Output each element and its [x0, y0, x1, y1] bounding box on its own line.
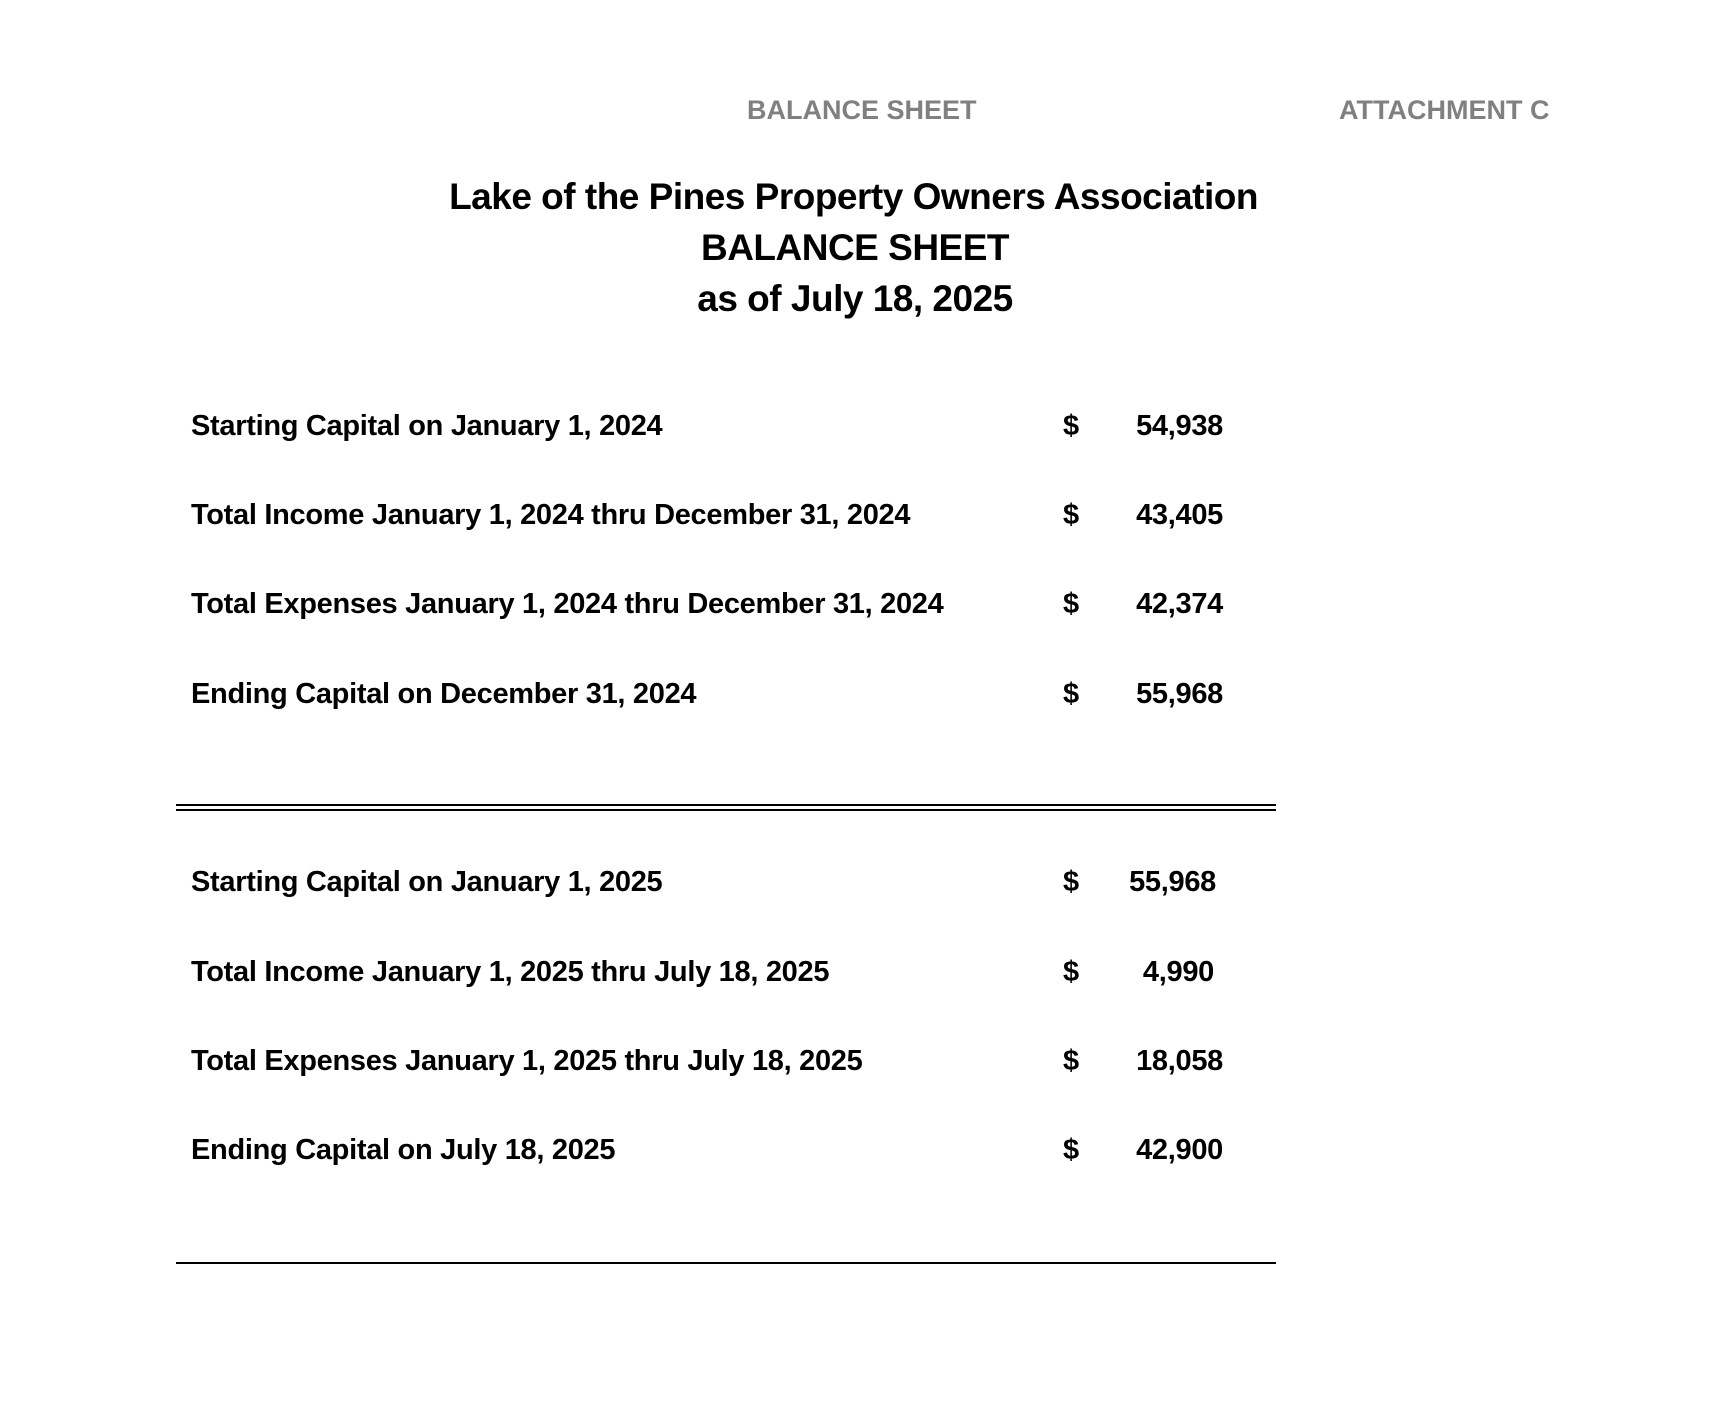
document-title [0, 171, 1710, 324]
currency-symbol: $ [1063, 499, 1079, 531]
row-label: Total Expenses January 1, 2025 thru July 18, 2025 [191, 1045, 863, 1077]
row-starting-capital-2024 [0, 410, 1710, 450]
currency-symbol: $ [1063, 1134, 1079, 1166]
currency-symbol: $ [1063, 410, 1079, 442]
sheet-title: BALANCE SHEET [700, 227, 1010, 268]
row-amount: 55,968 [1129, 866, 1216, 898]
currency-symbol: $ [1063, 956, 1079, 988]
row-starting-capital-2025 [0, 866, 1710, 906]
as-of-date: as of July 18, 2025 [697, 278, 1013, 319]
row-label: Starting Capital on January 1, 2025 [191, 866, 663, 898]
row-total-income-2024 [0, 499, 1710, 539]
organization-name: Lake of the Pines Property Owners Association [449, 176, 1258, 217]
currency-symbol: $ [1063, 678, 1079, 710]
row-label: Starting Capital on January 1, 2024 [191, 410, 663, 442]
row-label: Total Expenses January 1, 2024 thru December 31, 2024 [191, 588, 944, 620]
currency-symbol: $ [1063, 1045, 1079, 1077]
section-divider-single [176, 1262, 1276, 1264]
currency-symbol: $ [1063, 588, 1079, 620]
attachment-label: ATTACHMENT C [1339, 95, 1550, 125]
row-ending-capital-2025 [0, 1134, 1710, 1174]
row-total-expenses-2024 [0, 588, 1710, 628]
row-amount: 18,058 [1136, 1045, 1223, 1077]
row-label: Ending Capital on July 18, 2025 [191, 1134, 616, 1166]
row-total-expenses-2025 [0, 1045, 1710, 1085]
row-amount: 4,990 [1142, 956, 1214, 988]
row-ending-capital-2024 [0, 678, 1710, 718]
row-amount: 42,900 [1136, 1134, 1223, 1166]
page-header-title: BALANCE SHEET [747, 95, 977, 125]
row-total-income-2025 [0, 956, 1710, 996]
row-amount: 42,374 [1136, 588, 1223, 620]
row-label: Ending Capital on December 31, 2024 [191, 678, 697, 710]
row-amount: 43,405 [1136, 499, 1223, 531]
row-amount: 55,968 [1136, 678, 1223, 710]
row-label: Total Income January 1, 2025 thru July 18, 2025 [191, 956, 830, 988]
currency-symbol: $ [1063, 866, 1079, 898]
section-divider-double [176, 804, 1276, 811]
row-amount: 54,938 [1136, 410, 1223, 442]
row-label: Total Income January 1, 2024 thru December 31, 2024 [191, 499, 911, 531]
